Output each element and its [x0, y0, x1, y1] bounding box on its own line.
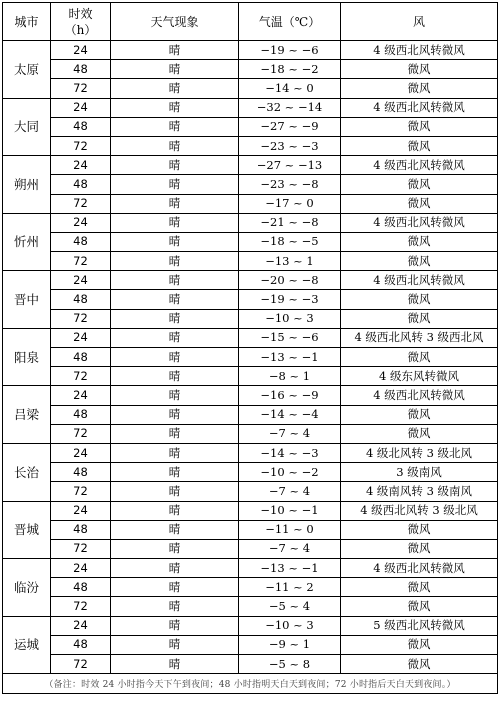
table-row — [3, 213, 498, 232]
city-name: 大同 — [3, 98, 51, 156]
table-row — [3, 578, 498, 597]
hours-cell: 24 — [51, 41, 111, 60]
city-name: 晋中 — [3, 271, 51, 329]
weather-cell: 晴 — [111, 501, 239, 520]
weather-cell: 晴 — [111, 597, 239, 616]
wind-cell: 微风 — [341, 424, 498, 443]
wind-cell: 微风 — [341, 309, 498, 328]
weather-cell: 晴 — [111, 41, 239, 60]
temperature-cell: −23 ~ −3 — [239, 136, 341, 155]
temperature-cell: −14 ~ −3 — [239, 443, 341, 462]
hours-cell: 72 — [51, 424, 111, 443]
temperature-cell: −16 ~ −9 — [239, 386, 341, 405]
temperature-cell: −10 ~ −2 — [239, 463, 341, 482]
weather-cell: 晴 — [111, 156, 239, 175]
table-header — [3, 3, 498, 41]
hours-cell: 48 — [51, 405, 111, 424]
wind-cell: 微风 — [341, 578, 498, 597]
wind-cell: 4 级北风转 3 级北风 — [341, 443, 498, 462]
weather-cell: 晴 — [111, 482, 239, 501]
hours-cell: 72 — [51, 79, 111, 98]
wind-cell: 4 级西北风转微风 — [341, 98, 498, 117]
hours-cell: 72 — [51, 252, 111, 271]
footnote: （备注：时效 24 小时指今天下午到夜间；48 小时指明天白天到夜间；72 小时指后天白天到夜间。） — [3, 674, 498, 694]
table-row — [3, 328, 498, 347]
temperature-cell: −8 ~ 1 — [239, 367, 341, 386]
weather-cell: 晴 — [111, 635, 239, 654]
wind-cell: 微风 — [341, 348, 498, 367]
table-row — [3, 290, 498, 309]
table-row — [3, 156, 498, 175]
city-name: 吕梁 — [3, 386, 51, 444]
city-name: 太原 — [3, 41, 51, 99]
table-footer — [3, 674, 498, 694]
temperature-cell: −18 ~ −5 — [239, 232, 341, 251]
table-row — [3, 597, 498, 616]
wind-cell: 4 级西北风转微风 — [341, 41, 498, 60]
weather-cell: 晴 — [111, 175, 239, 194]
temperature-cell: −27 ~ −9 — [239, 117, 341, 136]
hours-cell: 48 — [51, 117, 111, 136]
forecast-table — [2, 2, 498, 694]
hours-cell: 72 — [51, 367, 111, 386]
wind-cell: 4 级东风转微风 — [341, 367, 498, 386]
weather-cell: 晴 — [111, 98, 239, 117]
hours-cell: 48 — [51, 520, 111, 539]
hours-cell: 24 — [51, 616, 111, 635]
wind-cell: 4 级西北风转微风 — [341, 156, 498, 175]
weather-cell: 晴 — [111, 348, 239, 367]
header-wind: 风 — [341, 3, 498, 41]
temperature-cell: −7 ~ 4 — [239, 424, 341, 443]
table-row — [3, 98, 498, 117]
header-city: 城市 — [3, 3, 51, 41]
temperature-cell: −10 ~ 3 — [239, 616, 341, 635]
weather-cell: 晴 — [111, 290, 239, 309]
wind-cell: 4 级西北风转 3 级西北风 — [341, 328, 498, 347]
table-row — [3, 424, 498, 443]
hours-cell: 24 — [51, 559, 111, 578]
temperature-cell: −13 ~ −1 — [239, 559, 341, 578]
table-row — [3, 309, 498, 328]
wind-cell: 微风 — [341, 539, 498, 558]
table-row — [3, 463, 498, 482]
wind-cell: 微风 — [341, 520, 498, 539]
table-body — [3, 41, 498, 674]
wind-cell: 4 级西北风转微风 — [341, 386, 498, 405]
table-row — [3, 348, 498, 367]
temperature-cell: −13 ~ 1 — [239, 252, 341, 271]
weather-cell: 晴 — [111, 232, 239, 251]
weather-cell: 晴 — [111, 367, 239, 386]
hours-cell: 72 — [51, 194, 111, 213]
table-row — [3, 232, 498, 251]
city-name: 长治 — [3, 443, 51, 501]
table-row — [3, 635, 498, 654]
temperature-cell: −23 ~ −8 — [239, 175, 341, 194]
weather-cell: 晴 — [111, 79, 239, 98]
temperature-cell: −7 ~ 4 — [239, 539, 341, 558]
table-row — [3, 616, 498, 635]
note-row — [3, 674, 498, 694]
weather-cell: 晴 — [111, 539, 239, 558]
header-row — [3, 3, 498, 41]
table-row — [3, 252, 498, 271]
weather-cell: 晴 — [111, 309, 239, 328]
wind-cell: 微风 — [341, 290, 498, 309]
weather-cell: 晴 — [111, 252, 239, 271]
hours-cell: 24 — [51, 271, 111, 290]
wind-cell: 微风 — [341, 117, 498, 136]
temperature-cell: −5 ~ 8 — [239, 655, 341, 674]
hours-cell: 48 — [51, 635, 111, 654]
temperature-cell: −27 ~ −13 — [239, 156, 341, 175]
weather-cell: 晴 — [111, 655, 239, 674]
hours-cell: 24 — [51, 501, 111, 520]
temperature-cell: −15 ~ −6 — [239, 328, 341, 347]
weather-cell: 晴 — [111, 328, 239, 347]
table-row — [3, 443, 498, 462]
temperature-cell: −21 ~ −8 — [239, 213, 341, 232]
weather-cell: 晴 — [111, 117, 239, 136]
wind-cell: 4 级南风转 3 级南风 — [341, 482, 498, 501]
table-row — [3, 539, 498, 558]
table-row — [3, 271, 498, 290]
header-hours-line2: （h） — [64, 22, 97, 37]
temperature-cell: −7 ~ 4 — [239, 482, 341, 501]
weather-cell: 晴 — [111, 213, 239, 232]
temperature-cell: −9 ~ 1 — [239, 635, 341, 654]
weather-cell: 晴 — [111, 463, 239, 482]
temperature-cell: −14 ~ 0 — [239, 79, 341, 98]
table-row — [3, 79, 498, 98]
hours-cell: 48 — [51, 175, 111, 194]
temperature-cell: −11 ~ 0 — [239, 520, 341, 539]
table-row — [3, 175, 498, 194]
weather-cell: 晴 — [111, 559, 239, 578]
table-row — [3, 405, 498, 424]
table-row — [3, 117, 498, 136]
header-temperature: 气温（℃） — [239, 3, 341, 41]
temperature-cell: −19 ~ −3 — [239, 290, 341, 309]
table-row — [3, 386, 498, 405]
weather-cell: 晴 — [111, 60, 239, 79]
city-name: 阳泉 — [3, 328, 51, 386]
hours-cell: 24 — [51, 328, 111, 347]
hours-cell: 48 — [51, 578, 111, 597]
table-row — [3, 501, 498, 520]
header-hours — [51, 3, 111, 41]
city-name: 临汾 — [3, 559, 51, 617]
wind-cell: 微风 — [341, 405, 498, 424]
hours-cell: 24 — [51, 386, 111, 405]
table-row — [3, 60, 498, 79]
weather-cell: 晴 — [111, 424, 239, 443]
table-row — [3, 194, 498, 213]
temperature-cell: −13 ~ −1 — [239, 348, 341, 367]
temperature-cell: −17 ~ 0 — [239, 194, 341, 213]
wind-cell: 微风 — [341, 79, 498, 98]
hours-cell: 24 — [51, 156, 111, 175]
wind-cell: 4 级西北风转微风 — [341, 271, 498, 290]
table-row — [3, 559, 498, 578]
wind-cell: 微风 — [341, 252, 498, 271]
temperature-cell: −32 ~ −14 — [239, 98, 341, 117]
wind-cell: 5 级西北风转微风 — [341, 616, 498, 635]
hours-cell: 48 — [51, 60, 111, 79]
wind-cell: 微风 — [341, 655, 498, 674]
city-name: 运城 — [3, 616, 51, 674]
wind-cell: 微风 — [341, 635, 498, 654]
weather-cell: 晴 — [111, 194, 239, 213]
weather-cell: 晴 — [111, 405, 239, 424]
wind-cell: 4 级西北风转微风 — [341, 213, 498, 232]
temperature-cell: −11 ~ 2 — [239, 578, 341, 597]
hours-cell: 48 — [51, 463, 111, 482]
weather-cell: 晴 — [111, 578, 239, 597]
temperature-cell: −10 ~ −1 — [239, 501, 341, 520]
hours-cell: 72 — [51, 309, 111, 328]
city-name: 晋城 — [3, 501, 51, 559]
table-row — [3, 367, 498, 386]
hours-cell: 48 — [51, 232, 111, 251]
weather-cell: 晴 — [111, 136, 239, 155]
wind-cell: 微风 — [341, 194, 498, 213]
wind-cell: 微风 — [341, 60, 498, 79]
hours-cell: 48 — [51, 348, 111, 367]
hours-cell: 24 — [51, 98, 111, 117]
wind-cell: 微风 — [341, 175, 498, 194]
hours-cell: 24 — [51, 213, 111, 232]
wind-cell: 微风 — [341, 136, 498, 155]
temperature-cell: −20 ~ −8 — [239, 271, 341, 290]
table-row — [3, 655, 498, 674]
table-row — [3, 520, 498, 539]
wind-cell: 3 级南风 — [341, 463, 498, 482]
weather-cell: 晴 — [111, 520, 239, 539]
wind-cell: 4 级西北风转微风 — [341, 559, 498, 578]
city-name: 朔州 — [3, 156, 51, 214]
temperature-cell: −18 ~ −2 — [239, 60, 341, 79]
weather-cell: 晴 — [111, 271, 239, 290]
wind-cell: 4 级西北风转 3 级北风 — [341, 501, 498, 520]
hours-cell: 48 — [51, 290, 111, 309]
temperature-cell: −10 ~ 3 — [239, 309, 341, 328]
hours-cell: 72 — [51, 539, 111, 558]
city-name: 忻州 — [3, 213, 51, 271]
hours-cell: 72 — [51, 136, 111, 155]
weather-cell: 晴 — [111, 616, 239, 635]
table-row — [3, 482, 498, 501]
weather-cell: 晴 — [111, 386, 239, 405]
hours-cell: 72 — [51, 482, 111, 501]
hours-cell: 72 — [51, 597, 111, 616]
header-hours-line1: 时效 — [68, 6, 93, 21]
wind-cell: 微风 — [341, 232, 498, 251]
temperature-cell: −5 ~ 4 — [239, 597, 341, 616]
temperature-cell: −19 ~ −6 — [239, 41, 341, 60]
table-row — [3, 136, 498, 155]
wind-cell: 微风 — [341, 597, 498, 616]
temperature-cell: −14 ~ −4 — [239, 405, 341, 424]
hours-cell: 24 — [51, 443, 111, 462]
hours-cell: 72 — [51, 655, 111, 674]
weather-cell: 晴 — [111, 443, 239, 462]
table-row — [3, 41, 498, 60]
header-weather: 天气现象 — [111, 3, 239, 41]
